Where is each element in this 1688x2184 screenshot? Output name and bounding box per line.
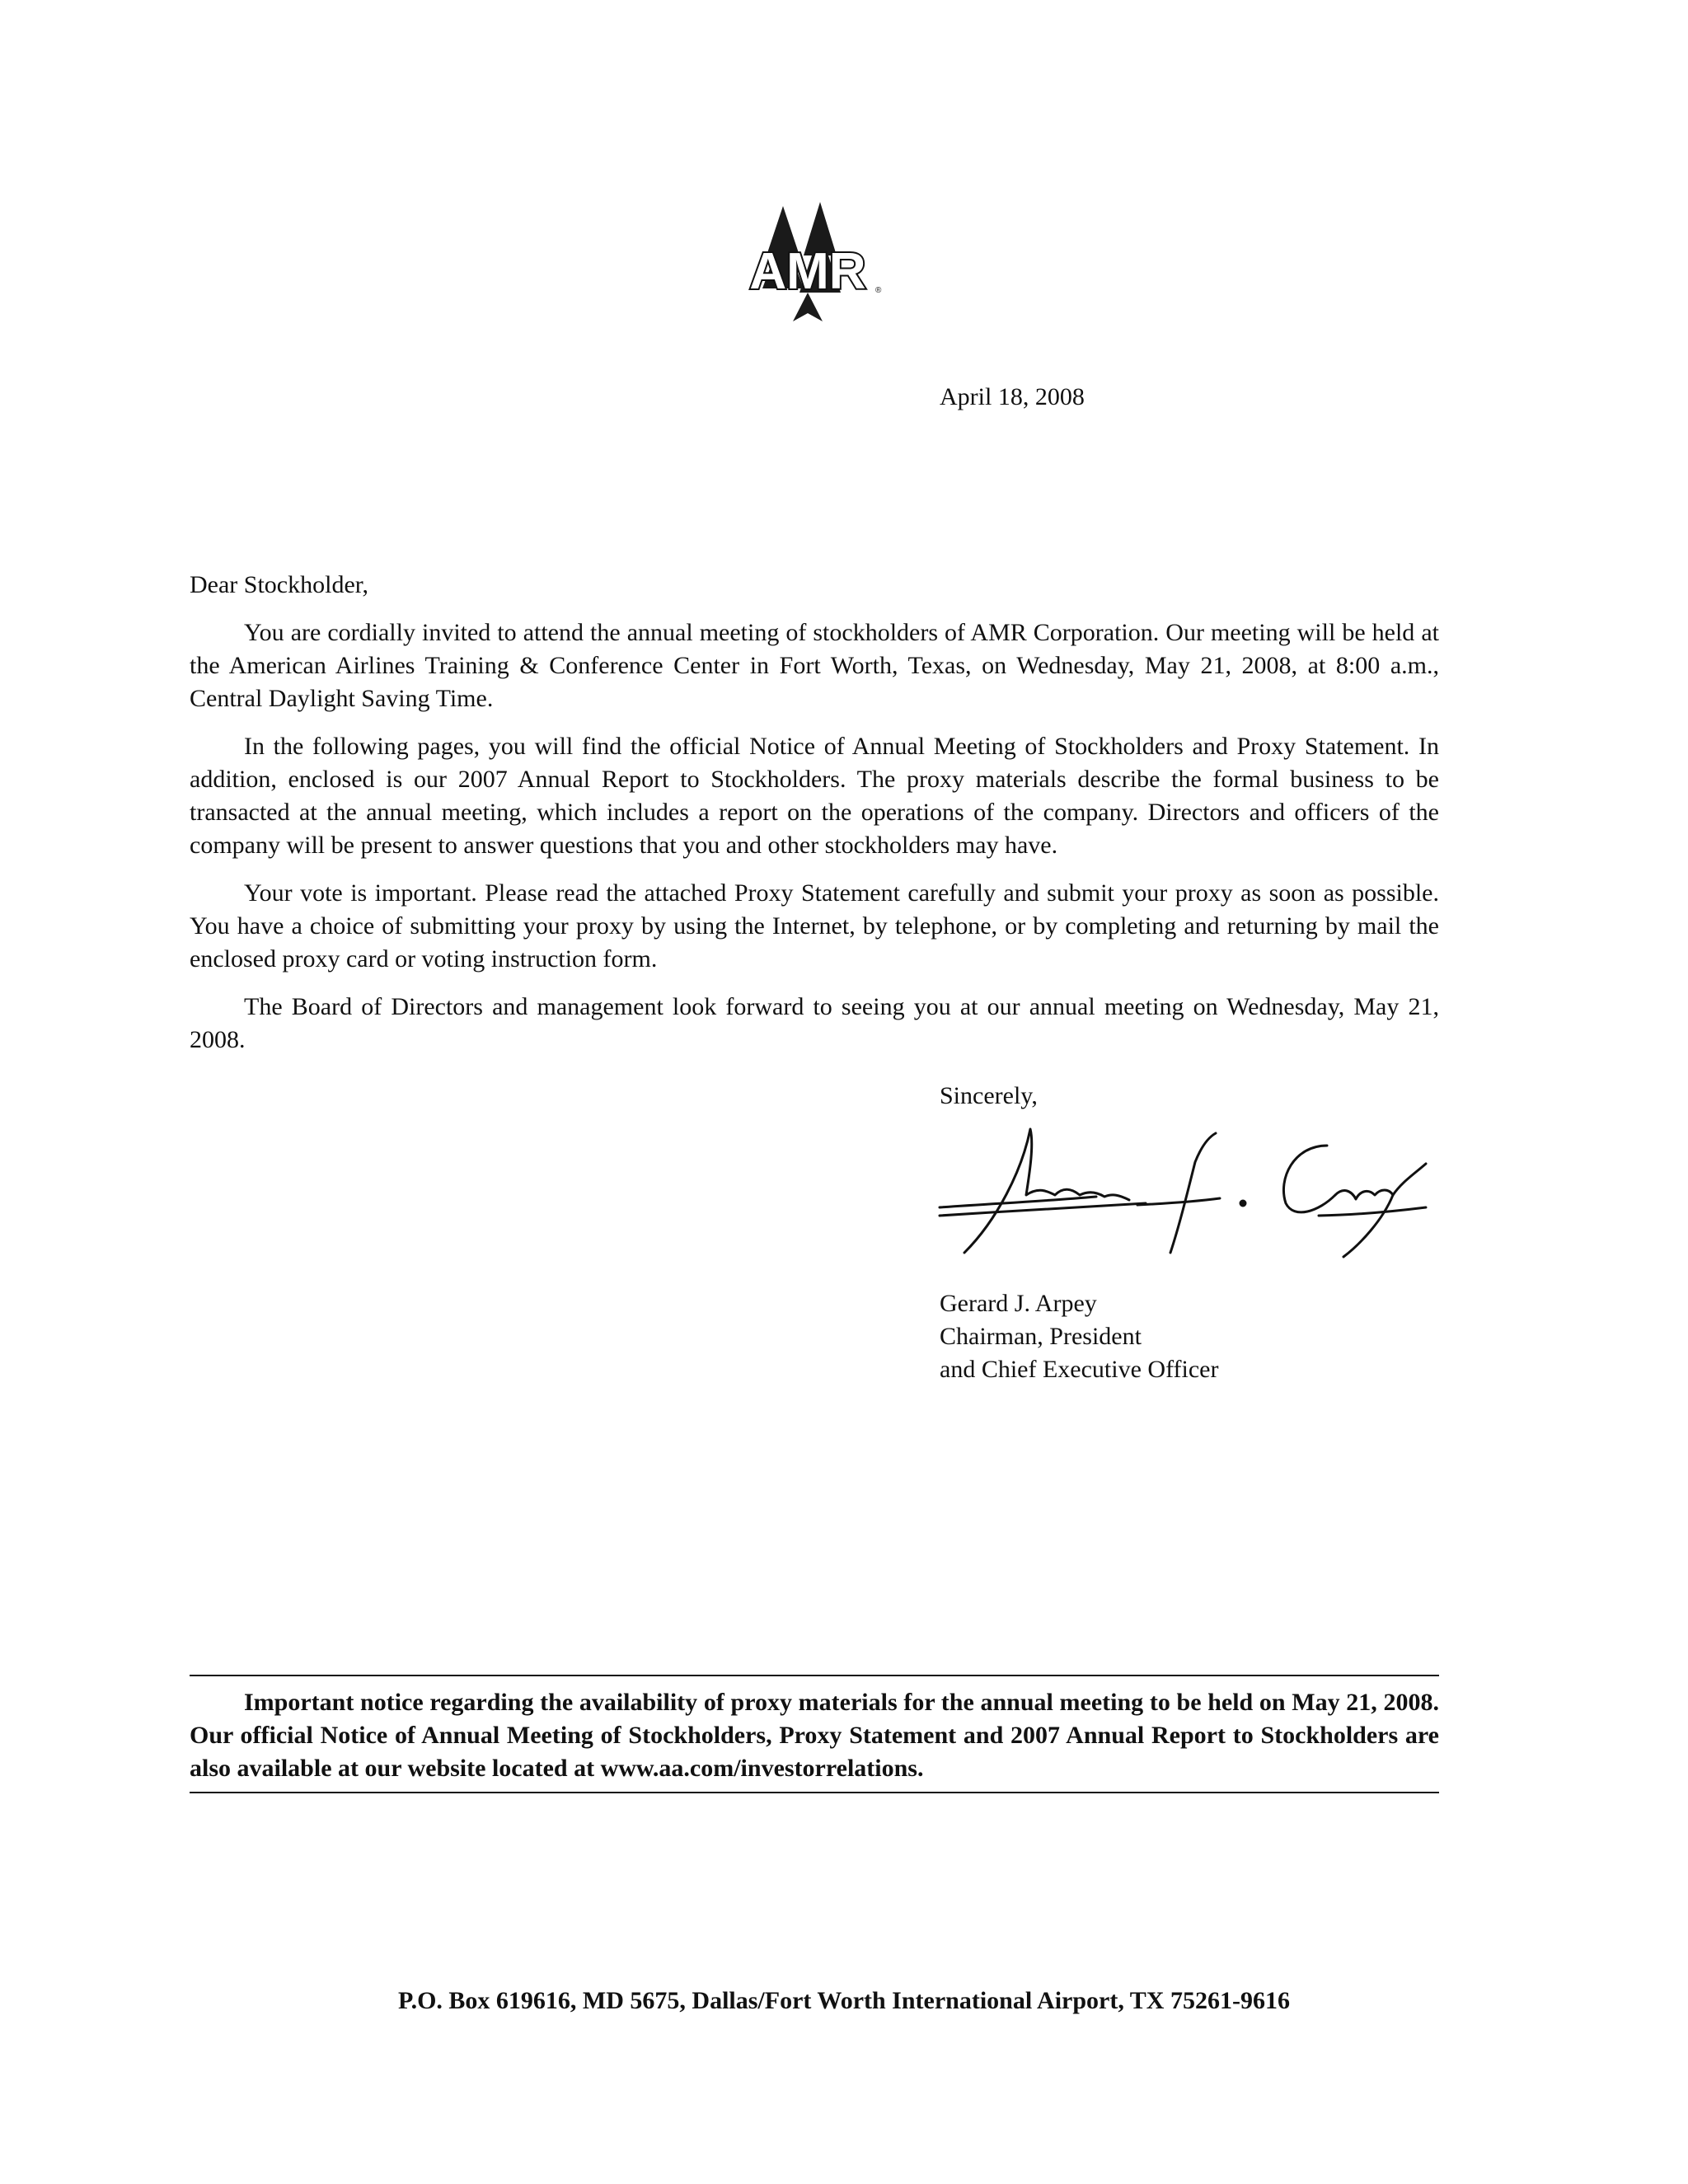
paragraph: Your vote is important. Please read the attached Proxy Statement carefully and submit your proxy as soon as possible. You have a choice of submitting your proxy by using the Internet, by telephone, or by completing and returning by mail the enclosed proxy card or voting instruction form.: [190, 879, 1439, 972]
signer-title-line1: Chairman, President: [940, 1323, 1142, 1350]
signature-icon: [931, 1113, 1442, 1277]
salutation: Dear Stockholder,: [190, 571, 369, 598]
footer-address: P.O. Box 619616, MD 5675, Dallas/Fort Worth International Airport, TX 75261-9616: [398, 1987, 1290, 2014]
paragraph: You are cordially invited to attend the annual meeting of stockholders of AMR Corporation. Our meeting will be held at the American Airlines Training & Conference Center in Fort Worth, Texas, on Wednesday, May 21, 2008, at 8:00 a.m., Central Daylight Saving Time.: [190, 619, 1439, 712]
paragraph: The Board of Directors and management look forward to seeing you at our annual meeting on Wednesday, May 21, 2008.: [190, 993, 1439, 1053]
svg-text:®: ®: [875, 286, 882, 295]
signer-title-line2: and Chief Executive Officer: [940, 1356, 1219, 1383]
proxy-notice-text: Important notice regarding the availability of proxy materials for the annual meeting to be held on May 21, 2008. Our official Notice of Annual Meeting of Stockholders, Proxy Statement and 2007 Annual Report to Stockholders are also available at our website located at www.aa.com/investorrelations.: [190, 1689, 1439, 1782]
paragraph: In the following pages, you will find the official Notice of Annual Meeting of Stockholders and Proxy Statement. In addition, enclosed is our 2007 Annual Report to Stockholders. The proxy materials describe the formal business to be transacted at the annual meeting, which includes a report on the operations of the company. Directors and officers of the company will be present to answer questions that you and other stockholders may have.: [190, 733, 1439, 859]
logo-wordmark: AMR: [749, 243, 866, 300]
letter-date: April 18, 2008: [940, 383, 1085, 410]
amr-logo-icon: [725, 198, 890, 330]
signer-name: Gerard J. Arpey: [940, 1290, 1097, 1317]
proxy-notice-box: [190, 1675, 1439, 1793]
signer-block: [940, 1287, 1218, 1386]
closing: Sincerely,: [940, 1082, 1038, 1109]
letter-body: [190, 569, 1439, 1071]
